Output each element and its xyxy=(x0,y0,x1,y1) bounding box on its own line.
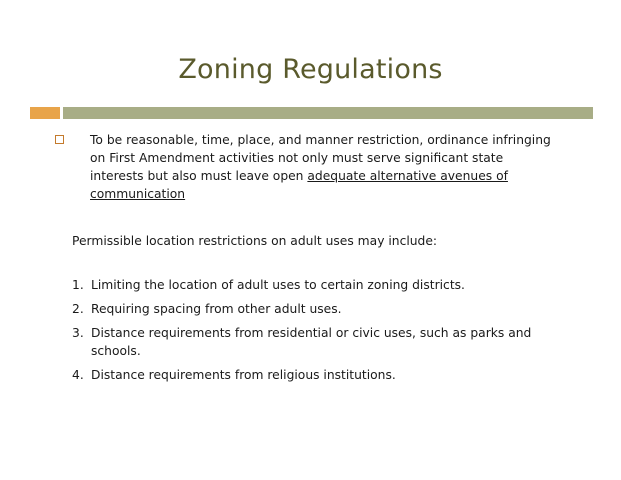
list-item-text: Distance requirements from religious institutions. xyxy=(91,368,396,382)
list-item xyxy=(72,324,562,360)
list-number: 3. xyxy=(72,326,84,340)
intro-text: Permissible location restrictions on adult uses may include: xyxy=(72,234,438,248)
title-rule-accent xyxy=(30,107,60,119)
numbered-list xyxy=(72,276,562,390)
bullet-text-main: To be reasonable, time, place, and manner restriction, ordinance infringing on First Amendment activities not only must serve significant state interests but also must leave open xyxy=(90,133,551,183)
list-item xyxy=(72,276,562,294)
bullet-underlined-phrase: adequate alternative avenues of communication xyxy=(90,169,508,201)
list-item-text: Limiting the location of adult uses to certain zoning districts. xyxy=(91,278,465,292)
list-number: 1. xyxy=(72,278,84,292)
list-number: 4. xyxy=(72,368,84,382)
bullet-item xyxy=(70,131,560,203)
slide-title: Zoning Regulations xyxy=(178,54,443,85)
list-item xyxy=(72,300,562,318)
list-item-text: Requiring spacing from other adult uses. xyxy=(91,302,342,316)
list-number: 2. xyxy=(72,302,84,316)
list-item-text: Distance requirements from residential or civic uses, such as parks and schools. xyxy=(91,326,532,358)
bullet-text xyxy=(70,131,560,203)
list-item xyxy=(72,366,562,384)
title-rule-bar xyxy=(63,107,593,119)
square-bullet-icon xyxy=(55,135,64,144)
